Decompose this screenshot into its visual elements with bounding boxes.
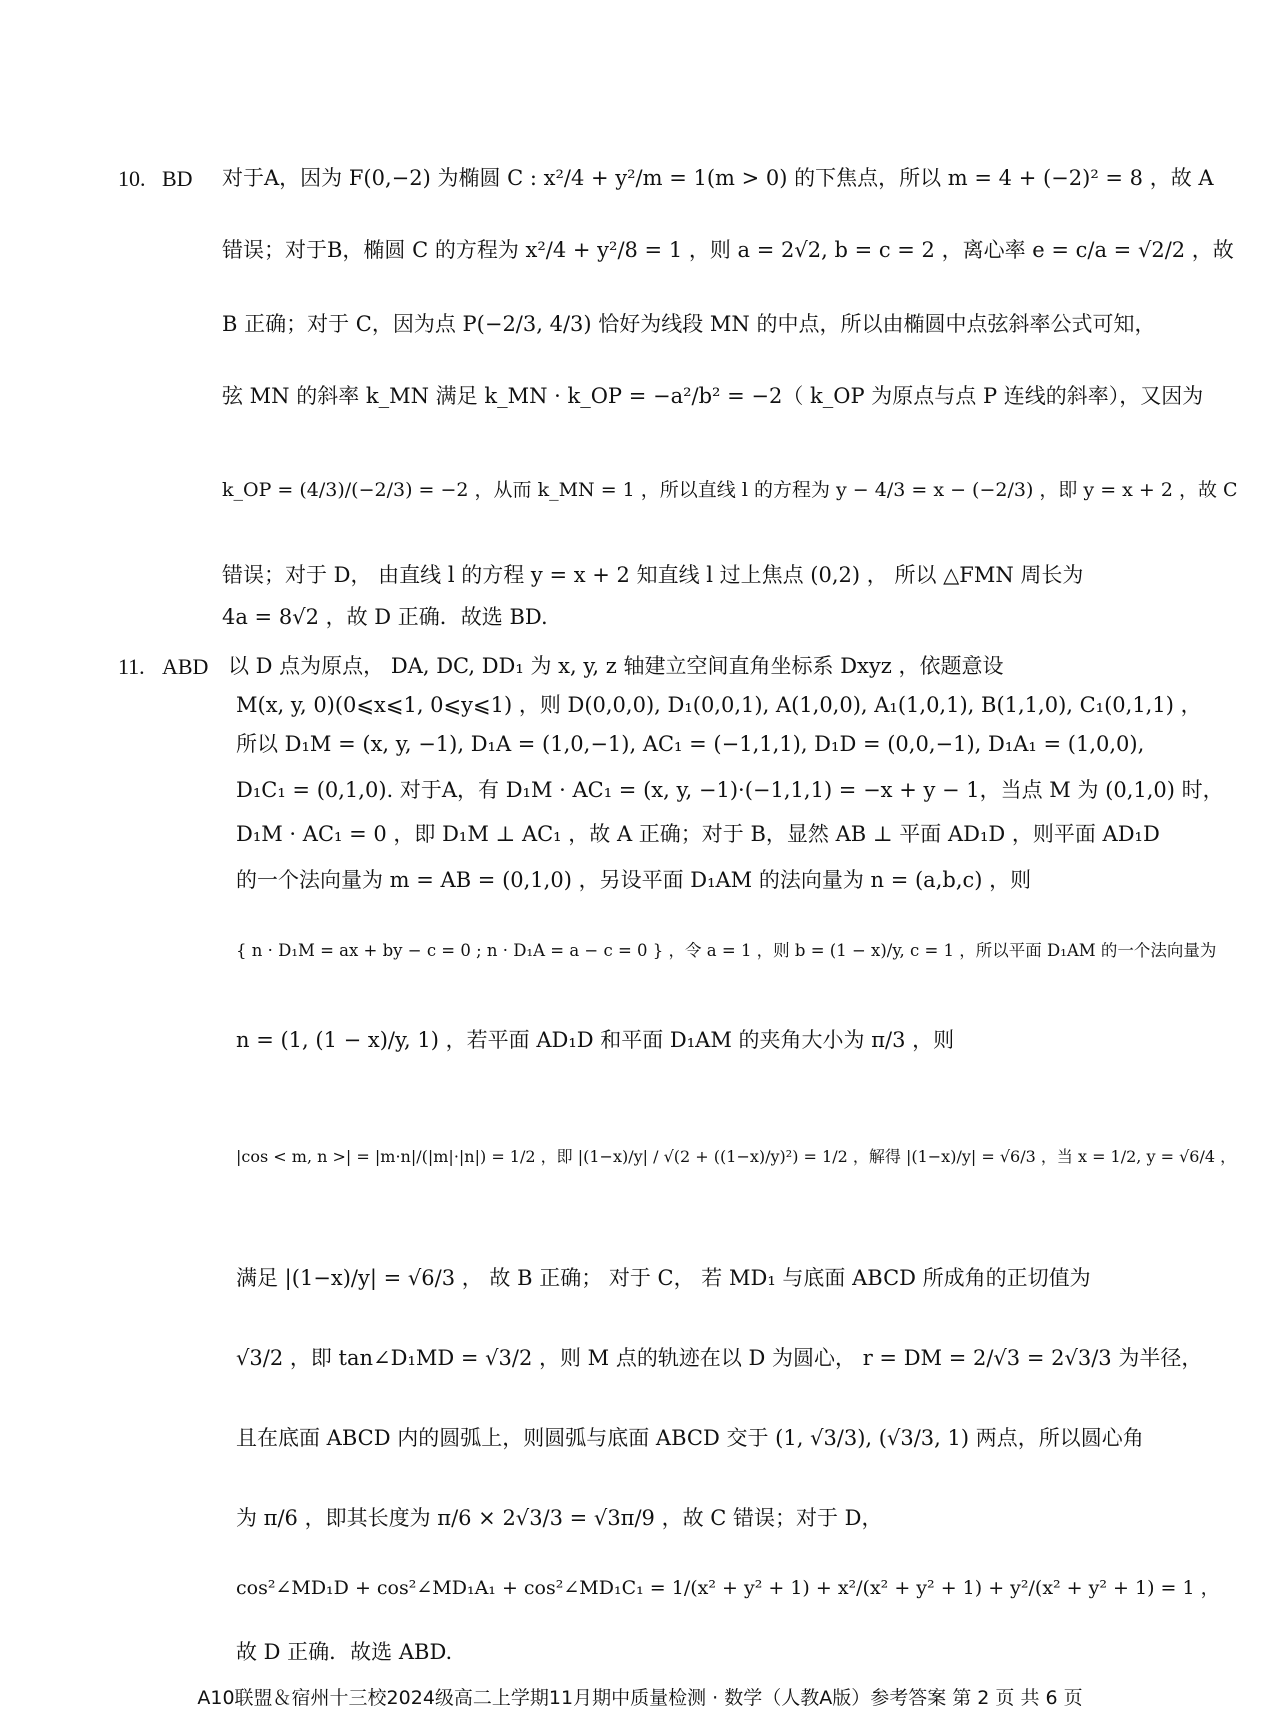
problem-11-line-7: { n · D₁M = ax + by − c = 0 ; n · D₁A = a − c = 0 } ，令 a = 1 ，则 b = (1 − x)/y, c = 1 ，所以平面 D₁AM 的一个法向量为 — [236, 941, 1217, 960]
problem-10-line-6: 错误；对于 D， 由直线 l 的方程 y = x + 2 知直线 l 过上焦点 (0,2) ， 所以 △FMN 周长为 — [222, 563, 1084, 587]
problem-11-line-9: |cos < m, n >| = |m·n|/(|m|·|n|) = 1/2 ，即 |(1−x)/y| / √(2 + ((1−x)/y)²) = 1/2 ，解得 |(1−x)/y| = √6/3 ，当 x = 1/2, y = √6/4 ， — [236, 1147, 1237, 1166]
problem-11-line-13: 为 π/6 ，即其长度为 π/6 × 2√3/3 = √3π/9 ，故 C 错误；对于 D， — [236, 1506, 883, 1530]
problem-11-line-12: 且在底面 ABCD 内的圆弧上，则圆弧与底面 ABCD 交于 (1, √3/3), (√3/3, 1) 两点，所以圆心角 — [236, 1426, 1144, 1450]
page-footer: A10联盟＆宿州十三校2024级高二上学期11月期中质量检测 · 数学（人教A版）参考答案 第 2 页 共 6 页 — [197, 1687, 1083, 1709]
problem-11-line-14: cos²∠MD₁D + cos²∠MD₁A₁ + cos²∠MD₁C₁ = 1/(x² + y² + 1) + x²/(x² + y² + 1) + y²/(x² + y² + 1) = 1 ， — [236, 1577, 1220, 1599]
problem-10-line-3: B 正确；对于 C，因为点 P(−2/3, 4/3) 恰好为线段 MN 的中点，所以由椭圆中点弦斜率公式可知， — [222, 312, 1156, 336]
problem-11-line-1: 以 D 点为原点， DA, DC, DD₁ 为 x, y, z 轴建立空间直角坐标系 Dxyz ，依题意设 — [228, 654, 1004, 678]
problem-11-answer: ABD — [162, 654, 209, 679]
problem-10-line-4: 弦 MN 的斜率 k_MN 满足 k_MN · k_OP = −a²/b² = −2（ k_OP 为原点与点 P 连线的斜率），又因为 — [222, 384, 1204, 408]
problem-10-line-2: 错误；对于B，椭圆 C 的方程为 x²/4 + y²/8 = 1 ，则 a = 2√2, b = c = 2 ，离心率 e = c/a = √2/2 ，故 — [222, 238, 1234, 262]
problem-11-line-10: 满足 |(1−x)/y| = √6/3 ， 故 B 正确； 对于 C， 若 MD₁ 与底面 ABCD 所成角的正切值为 — [236, 1266, 1091, 1290]
problem-11-number: 11. — [118, 654, 145, 679]
problem-10-line-7: 4a = 8√2 ，故 D 正确．故选 BD. — [222, 605, 548, 629]
problem-10-line-5: k_OP = (4/3)/(−2/3) = −2 ，从而 k_MN = 1 ，所以直线 l 的方程为 y − 4/3 = x − (−2/3) ，即 y = x + 2 ，故 C — [222, 479, 1238, 501]
problem-11-line-11: √3/2 ，即 tan∠D₁MD = √3/2 ，则 M 点的轨迹在以 D 为圆心， r = DM = 2/√3 = 2√3/3 为半径， — [236, 1346, 1203, 1370]
problem-11-line-15: 故 D 正确．故选 ABD. — [236, 1640, 453, 1664]
problem-10-line-1: 对于A，因为 F(0,−2) 为椭圆 C : x²/4 + y²/m = 1(m > 0) 的下焦点，所以 m = 4 + (−2)² = 8 ，故 A — [222, 166, 1214, 190]
problem-11-line-8: n = (1, (1 − x)/y, 1) ，若平面 AD₁D 和平面 D₁AM 的夹角大小为 π/3 ，则 — [236, 1028, 955, 1052]
problem-10-answer: BD — [162, 166, 193, 191]
problem-11-line-5: D₁M · AC₁ = 0 ，即 D₁M ⊥ AC₁ ，故 A 正确；对于 B，显然 AB ⊥ 平面 AD₁D ，则平面 AD₁D — [236, 822, 1160, 846]
problem-11-line-2: M(x, y, 0)(0⩽x⩽1, 0⩽y⩽1) ，则 D(0,0,0), D₁(0,0,1), A(1,0,0), A₁(1,0,1), B(1,1,0), C₁(0,1,1) ， — [236, 693, 1202, 717]
problem-11-line-6: 的一个法向量为 m = AB = (0,1,0) ，另设平面 D₁AM 的法向量为 n = (a,b,c) ，则 — [236, 868, 1032, 892]
problem-11-line-4: D₁C₁ = (0,1,0). 对于A，有 D₁M · AC₁ = (x, y, −1)·(−1,1,1) = −x + y − 1，当点 M 为 (0,1,0) 时， — [236, 778, 1224, 802]
problem-10-number: 10. — [118, 166, 146, 191]
problem-11-line-3: 所以 D₁M = (x, y, −1), D₁A = (1,0,−1), AC₁ = (−1,1,1), D₁D = (0,0,−1), D₁A₁ = (1,0,0), — [236, 732, 1145, 756]
